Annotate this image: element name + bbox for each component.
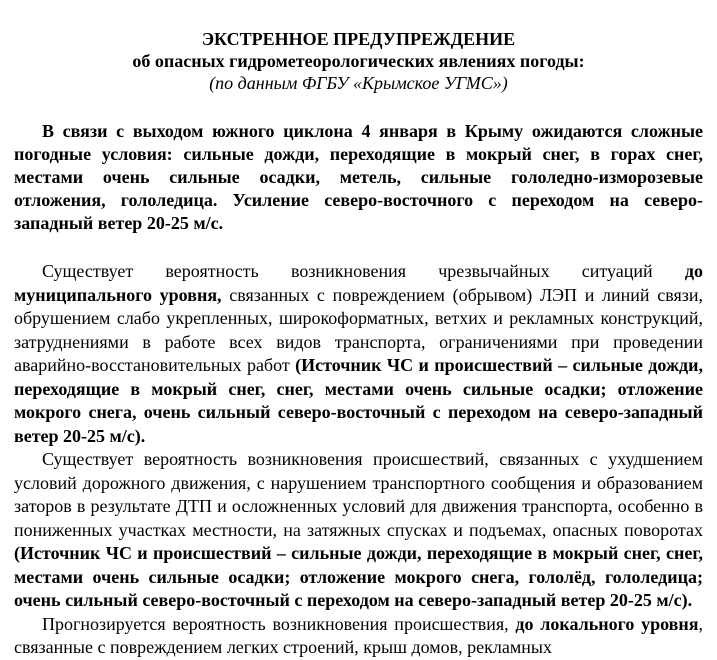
document-title: ЭКСТРЕННОЕ ПРЕДУПРЕЖДЕНИЕ xyxy=(201,29,516,49)
paragraph-bold-text: до локального уровня xyxy=(515,613,699,634)
paragraph-text: связанных с повреждением (обрывом) ЛЭП и линий связи, обрушением слабо укрепленных, широкоформатных, ветхих и рекламных конструкций, затруднениями в работе всех видов транспорта, ограничениями при проведении аварийно-восстановительных работ xyxy=(14,284,703,375)
document-page xyxy=(14,0,703,660)
document-heading xyxy=(14,28,703,94)
paragraph-structure-risk xyxy=(14,613,703,660)
paragraph-text: Существует вероятность возникновения чрезвычайных ситуаций xyxy=(42,261,685,281)
document-source: (по данным ФГБУ «Крымское УГМС») xyxy=(209,73,508,93)
lead-paragraph: В связи с выходом южного циклона 4 января в Крыму ожидаются сложные погодные условия: сильные дожди, переходящие в мокрый снег, в горах снег, местами очень сильные осадки, метель, сильные гололедно-изморозевые отложения, гололедица. Усиление северо-восточного с переходом на северо-западный ветер 20-25 м/с. xyxy=(14,121,703,233)
paragraph-text: Прогнозируется вероятность возникновения происшествия, xyxy=(42,613,516,634)
paragraph-bold-text: (Источник ЧС и происшествий – сильные дожди, переходящие в мокрый снег, снег, местами очень сильные осадки; отложение мокрого снега, гололёд, гололедица; очень сильный северо-восточный с переходом на северо-западный ветер 20-25 м/с). xyxy=(14,543,703,610)
paragraph-text: Существует вероятность возникновения происшествий, связанных с ухудшением условий дорожного движения, с нарушением транспортного сообщения и образованием заторов в результате ДТП и осложненных условий для движения транспорта, особенно в пониженных участках местности, на затяжных спусках и подъемах, опасных поворотах xyxy=(14,449,703,540)
paragraph-bold-text: (Источник ЧС и происшествий – сильные дожди, переходящие в мокрый снег, снег, местами очень сильные осадки; отложение мокрого снега, очень сильный северо-восточный с переходом на северо-западный ветер 20-25 м/с). xyxy=(14,355,703,446)
paragraph-road-risk xyxy=(14,448,703,613)
paragraph-bold-text: до муниципального уровня, xyxy=(14,261,703,305)
paragraph-text: , связанные с повреждением легких строений, крыш домов, рекламных xyxy=(14,613,703,657)
paragraph-emergency-risk xyxy=(14,260,703,448)
document-subtitle: об опасных гидрометеорологических явлениях погоды: xyxy=(132,51,585,71)
